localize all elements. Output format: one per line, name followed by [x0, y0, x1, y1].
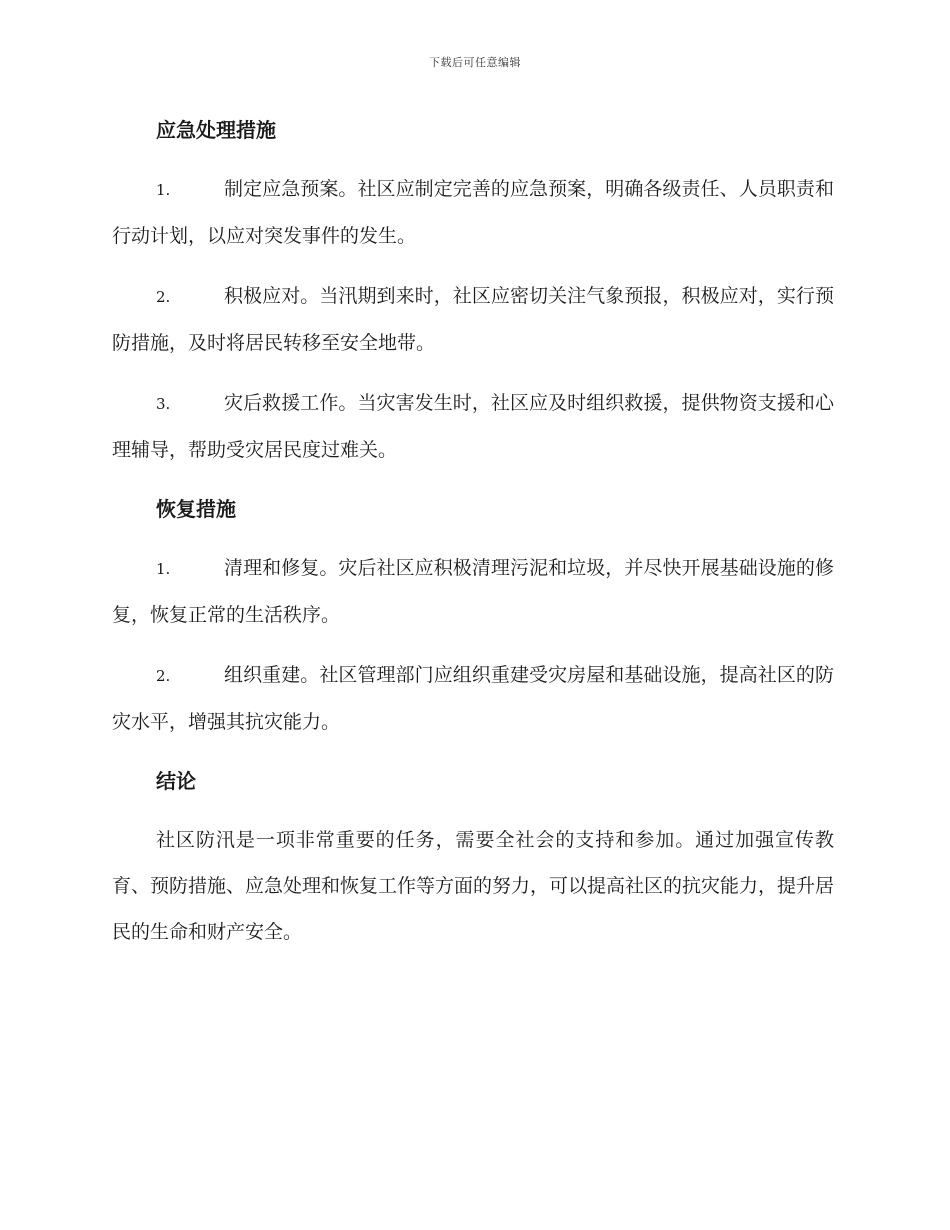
section-heading-recovery: 恢复措施 — [156, 497, 236, 521]
list-item-number: 3. — [156, 395, 171, 413]
list-item — [112, 380, 834, 473]
list-item-text: 清理和修复。灾后社区应积极清理污泥和垃圾，并尽快开展基础设施的修复，恢复正常的生活秩序。 — [112, 557, 834, 626]
list-item — [112, 273, 834, 366]
list-item-text: 制定应急预案。社区应制定完善的应急预案，明确各级责任、人员职责和行动计划，以应对突发事件的发生。 — [112, 178, 834, 247]
list-item — [112, 652, 834, 745]
list-item-number: 2. — [156, 288, 171, 306]
list-item-number: 1. — [156, 181, 171, 199]
list-item-text: 灾后救援工作。当灾害发生时，社区应及时组织救援，提供物资支援和心理辅导，帮助受灾居民度过难关。 — [112, 392, 834, 461]
page-header-note: 下载后可任意编辑 — [429, 56, 521, 69]
conclusion-paragraph: 社区防汛是一项非常重要的任务，需要全社会的支持和参加。通过加强宣传教育、预防措施、应急处理和恢复工作等方面的努力，可以提高社区的抗灾能力，提升居民的生命和财产安全。 — [112, 829, 835, 943]
list-item-number: 2. — [156, 667, 171, 685]
section-heading-conclusion: 结论 — [156, 769, 196, 793]
list-item-number: 1. — [156, 560, 171, 578]
section-heading-emergency: 应急处理措施 — [156, 118, 276, 142]
document-body — [112, 108, 834, 969]
list-item — [112, 166, 834, 259]
list-item — [112, 545, 834, 638]
list-item-text: 组织重建。社区管理部门应组织重建受灾房屋和基础设施，提高社区的防灾水平，增强其抗灾能力。 — [112, 664, 834, 733]
list-item-text: 积极应对。当汛期到来时，社区应密切关注气象预报，积极应对，实行预防措施，及时将居民转移至安全地带。 — [112, 285, 834, 354]
